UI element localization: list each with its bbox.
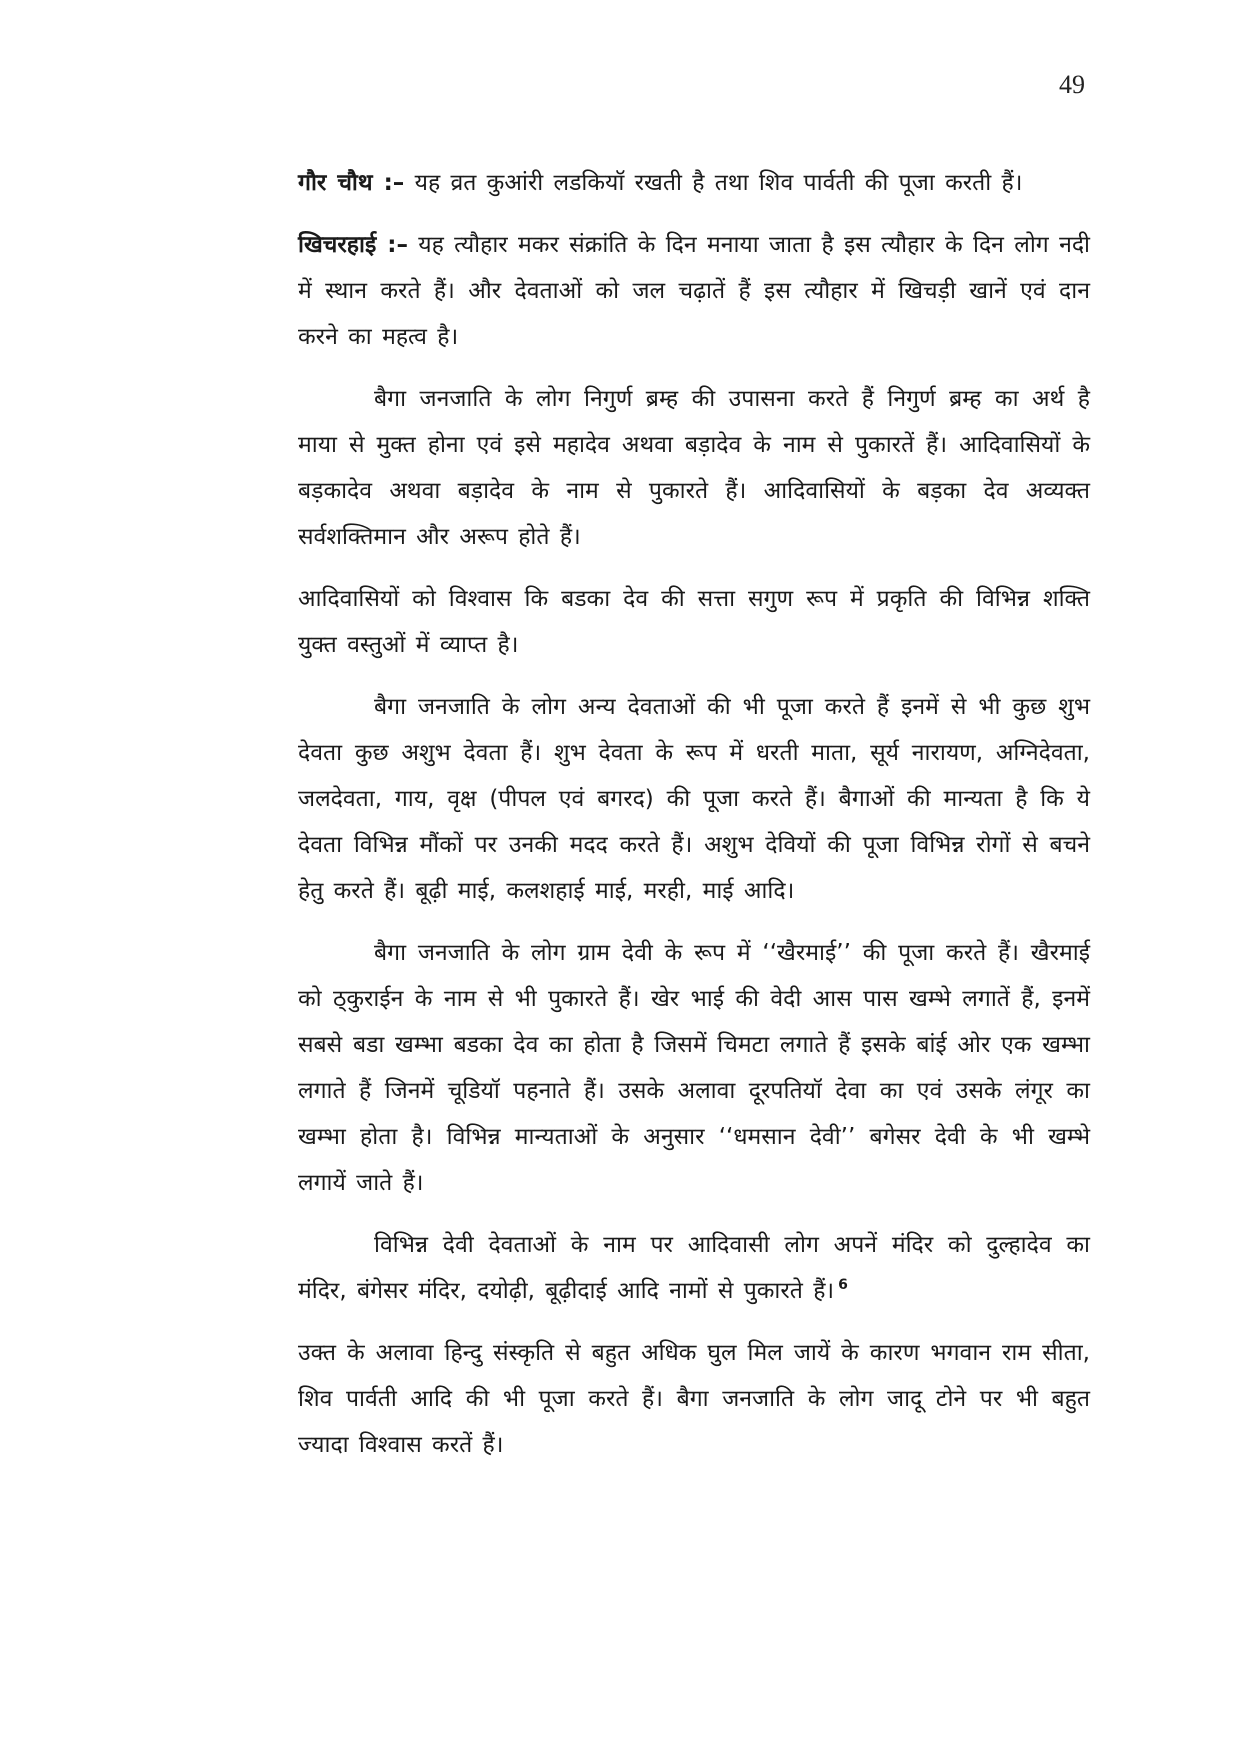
paragraph-temples	[298, 1222, 1090, 1314]
paragraph-hindu-culture: उक्त के अलावा हिन्दु संस्कृति से बहुत अधिक घुल मिल जायें के कारण भगवान राम सीता, शिव पार्वती आदि की भी पूजा करते हैं। बैगा जनजाति के लोग जादू टोने पर भी बहुत ज्यादा विश्वास करतें हैं।	[298, 1340, 1090, 1458]
paragraph-gaur-chauth	[298, 160, 1090, 206]
paragraph-text: यह त्यौहार मकर संक्रांति के दिन मनाया जाता है इस त्यौहार के दिन लोग नदी में स्थान करते हैं। और देवताओं को जल चढ़ातें हैं इस त्यौहार में खिचड़ी खानें एवं दान करने का महत्व है।	[298, 232, 1091, 350]
paragraph-khairmai: बैगा जनजाति के लोग ग्राम देवी के रूप में ‘‘खैरमाई’’ की पूजा करते हैं। खैरमाई को ठ्कुराईन के नाम से भी पुकारते हैं। खेर भाई की वेदी आस पास खम्भे लगातें हैं, इनमें सबसे बडा खम्भा बडका देव का होता है जिसमें चिमटा लगाते हैं इसके बांई ओर एक खम्भा लगाते हैं जिनमें चूडियॉ पहनाते हैं। उसके अलावा दूरपतियॉ देवा का एवं उसके लंगूर का खम्भा होता है। विभिन्न मान्यताओं के अनुसार ‘‘धमसान देवी’’ बगेसर देवी के भी खम्भे लगायें जाते हैं।	[298, 940, 1090, 1196]
paragraph-badka-dev: आदिवासियों को विश्वास कि बडका देव की सत्ता सगुण रूप में प्रकृति की विभिन्न शक्ति युक्त वस्तुओं में व्याप्त है।	[298, 586, 1090, 658]
page-number: 49	[1059, 70, 1085, 99]
paragraph-text: यह व्रत कुआंरी लडकियॉ रखती है तथा शिव पार्वती की पूजा करती हैं।	[404, 170, 1023, 196]
paragraph-khicharhai	[298, 222, 1090, 360]
term-heading: गौर चौथ :–	[298, 170, 405, 196]
paragraph-nirgun-brahm: बैगा जनजाति के लोग निगुर्ण ब्रम्ह की उपासना करते हैं निगुर्ण ब्रम्ह का अर्थ है माया से मुक्त होना एवं इसे महादेव अथवा बड़ादेव के नाम से पुकारतें हैं। आदिवासियों के बड़कादेव अथवा बड़ादेव के नाम से पुकारते हैं। आदिवासियों के बड़का देव अव्यक्त सर्वशक्तिमान और अरूप होते हैं।	[298, 386, 1090, 550]
paragraph-text: विभिन्न देवी देवताओं के नाम पर आदिवासी लोग अपनें मंदिर को दुल्हादेव का मंदिर, बंगेसर मंदिर, दयोढ़ी, बूढ़ीदाई आदि नामों से पुकारते हैं।	[298, 1232, 1090, 1304]
term-heading: खिचरहाई :–	[298, 232, 408, 258]
paragraph-other-deities: बैगा जनजाति के लोग अन्य देवताओं की भी पूजा करते हैं इनमें से भी कुछ शुभ देवता कुछ अशुभ देवता हैं। शुभ देवता के रूप में धरती माता, सूर्य नारायण, अग्निदेवता, जलदेवता, गाय, वृक्ष (पीपल एवं बगरद) की पूजा करते हैं। बैगाओं की मान्यता है कि ये देवता विभिन्न मौंकों पर उनकी मदद करते हैं। अशुभ देवियों की पूजा विभिन्न रोगों से बचने हेतु करते हैं। बूढ़ी माई, कलशहाई माई, मरही, माई आदि।	[298, 694, 1090, 904]
document-body	[298, 160, 1090, 1484]
citation-marker: 6	[838, 1277, 848, 1294]
